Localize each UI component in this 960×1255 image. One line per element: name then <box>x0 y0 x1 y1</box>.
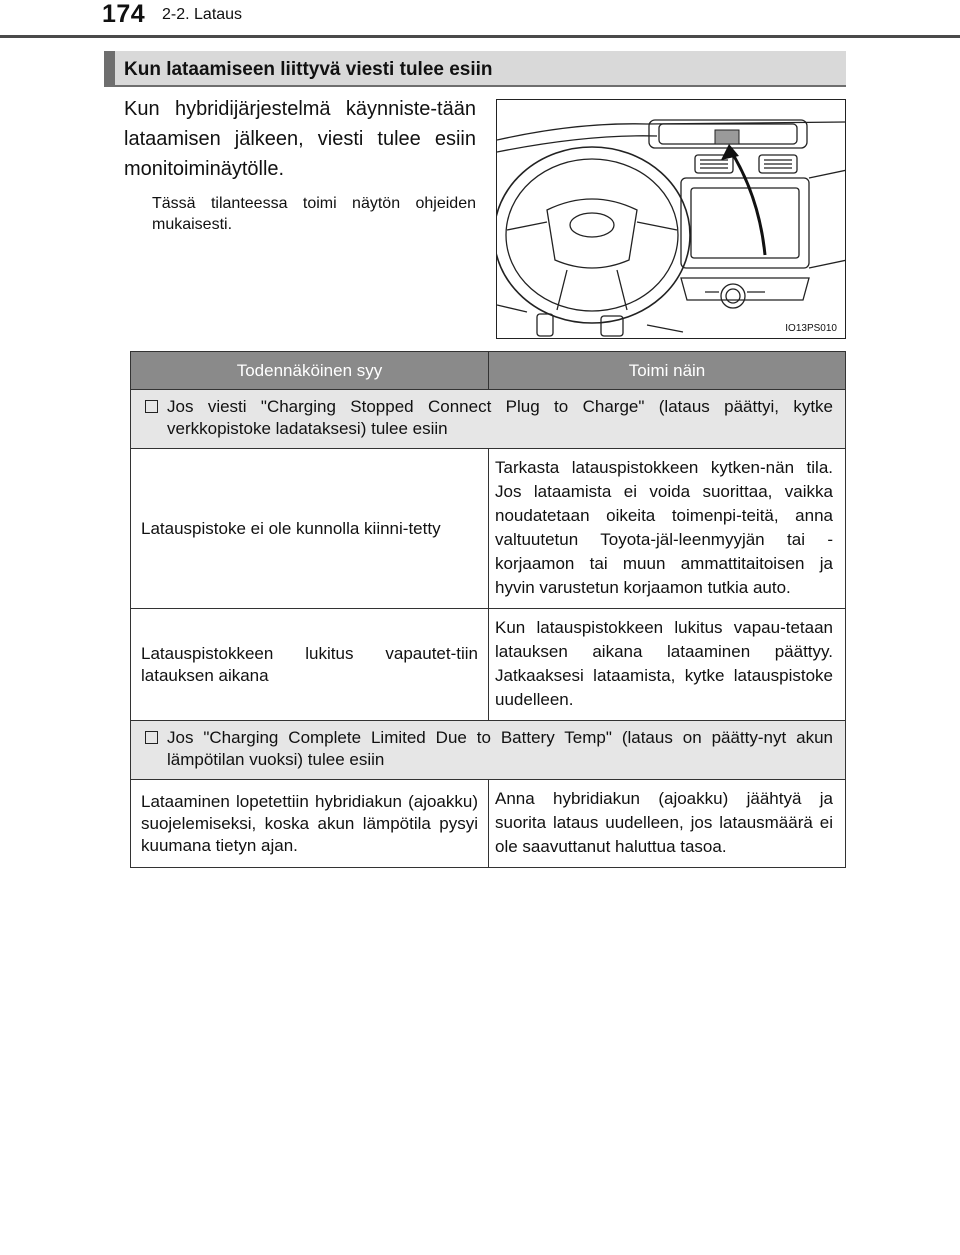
causes-table <box>130 351 846 868</box>
checkbox-square-icon <box>145 400 158 413</box>
intro-note: Tässä tilanteessa toimi näytön ohjeiden mukaisesti. <box>152 195 476 233</box>
header-rule <box>0 35 960 38</box>
group-title: Jos "Charging Complete Limited Due to Battery Temp" (lataus on päätty-nyt akun lämpötilan vuoksi) tulee esiin <box>167 728 833 769</box>
table-header-row <box>131 352 846 390</box>
action-cell: Anna hybridiakun (ajoakku) jäähtyä ja suorita lataus uudelleen, jos latausmäärä ei ole saavuttanut haluttua tasoa. <box>489 780 846 868</box>
intro-paragraph: Kun hybridijärjestelmä käynniste-tään lataamisen jälkeen, viesti tulee esiin monitoiminäytölle. <box>124 98 476 180</box>
section-heading-title: Kun lataamiseen liittyvä viesti tulee esiin <box>124 59 493 80</box>
cause-cell: Latauspistoke ei ole kunnolla kiinni-tetty <box>131 449 489 609</box>
table-row <box>131 609 846 721</box>
dashboard-illustration <box>496 99 846 339</box>
header-action: Toimi näin <box>489 352 846 390</box>
group-row-charging-stopped <box>131 390 846 449</box>
table-row <box>131 780 846 868</box>
section-heading-accent <box>104 51 115 85</box>
group-title: Jos viesti "Charging Stopped Connect Plug to Charge" (lataus päättyi, kytke verkkopistoke ladataksesi) tulee esiin <box>167 397 833 438</box>
table-row <box>131 449 846 609</box>
illustration-code: IO13PS010 <box>785 323 837 334</box>
section-heading-bar <box>104 51 846 87</box>
chapter-title: 2-2. Lataus <box>162 6 243 23</box>
page-number: 174 <box>102 0 146 28</box>
group-row-battery-temp <box>131 721 846 780</box>
action-cell: Kun latauspistokkeen lukitus vapau-tetaan latauksen aikana lataaminen päättyy. Jatkaaksesi lataamista, kytke latauspistoke uudelleen. <box>489 609 846 721</box>
action-cell: Tarkasta latauspistokkeen kytken-nän tila. Jos lataamista ei voida suorittaa, vaikka noudatetaan oikeita toimenpi-teitä, anna valtuutetun Toyota-jäl-leenmyyjän tai -korjaamon tai muun ammattitaitoisen ja hyvin varustetun korjaamon tutkia auto. <box>489 449 846 609</box>
dashboard-drawing <box>497 100 846 339</box>
header-cause: Todennäköinen syy <box>131 352 489 390</box>
cause-cell: Latauspistokkeen lukitus vapautet-tiin latauksen aikana <box>131 609 489 721</box>
checkbox-square-icon <box>145 731 158 744</box>
cause-cell: Lataaminen lopetettiin hybridiakun (ajoakku) suojelemiseksi, koska akun lämpötila pysyi kuumana tietyn ajan. <box>131 780 489 868</box>
